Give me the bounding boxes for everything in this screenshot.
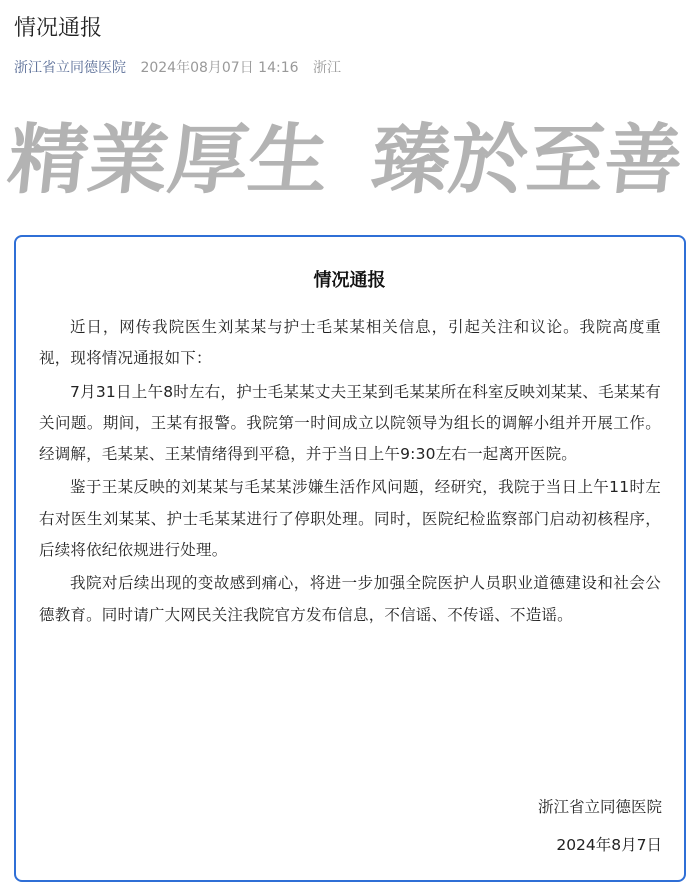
- article-meta: [14, 57, 341, 79]
- signature-date: 2024年8月7日: [556, 836, 662, 854]
- signature-organization: 浙江省立同德医院: [537, 798, 662, 816]
- banner-phrase-right: 臻於至善: [367, 114, 682, 204]
- publish-date: 2024年08月07日 14:16: [140, 60, 299, 76]
- notice-title: 情况通报: [313, 270, 386, 291]
- banner-phrase-left: 精業厚生: [3, 114, 318, 204]
- article-title: 情况通报: [14, 16, 103, 41]
- notice-paragraph: 7月31日上午8时左右，护士毛某某丈夫王某到毛某某所在科室反映刘某某、毛某某有关问题。期间，王某有报警。我院第一时间成立以院领导为组长的调解小组并开展工作。经调解，毛某某、王某情绪得到平稳，并于当日上午9:30左右一起离开医院。: [39, 382, 661, 464]
- notice-paragraph: 鉴于王某反映的刘某某与毛某某涉嫌生活作风问题，经研究，我院于当日上午11时左右对医生刘某某、护士毛某某进行了停职处理。同时，医院纪检监察部门启动初核程序，后续将依纪依规进行处理。: [39, 478, 661, 560]
- notice-paragraph: 近日，网传我院医生刘某某与护士毛某某相关信息，引起关注和议论。我院高度重视，现将情况通报如下：: [39, 318, 661, 368]
- notice-paragraph: 我院对后续出现的变故感到痛心，将进一步加强全院医护人员职业道德建设和社会公德教育。同时请广大网民关注我院官方发布信息，不信谣、不传谣、不造谣。: [39, 574, 661, 624]
- notice-body: [39, 312, 661, 633]
- calligraphy-banner: [0, 106, 699, 210]
- publish-location: 浙江: [312, 60, 341, 76]
- account-name-link[interactable]: 浙江省立同德医院: [14, 60, 126, 76]
